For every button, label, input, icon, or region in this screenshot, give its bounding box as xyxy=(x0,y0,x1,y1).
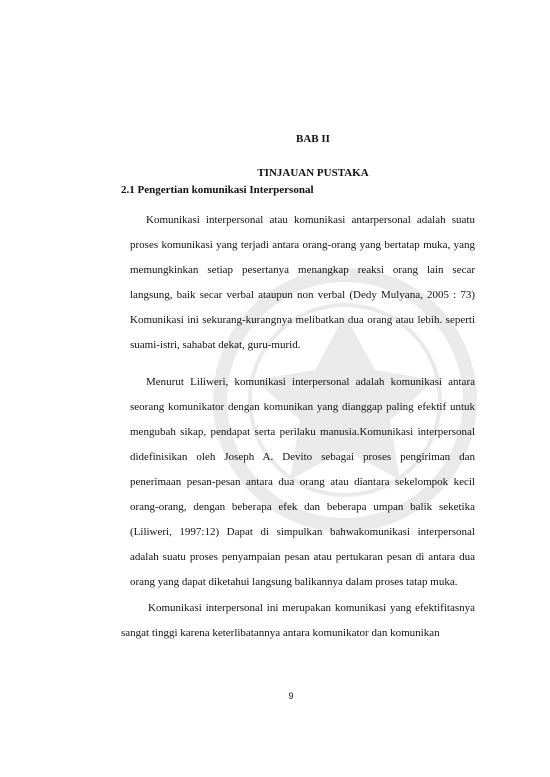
paragraph-2: Menurut Liliweri, komunikasi interpersonal adalah komunikasi antara seorang komunikator dengan komunikan yang dianggap paling efektif untuk mengubah sikap, pendapat serta perilaku manusia.Komunikasi interpersonal didefinisikan oleh Joseph A. Devito sebagai proses pengiriman dan penerimaan pesan-pesan antara dua orang atau diantara sekelompok kecil orang-orang, dengan beberapa efek dan beberapa umpan balik seketika (Liliweri, 1997:12) Dapat di simpulkan bahwakomunikasi interpersonal adalah suatu proses penyampaian pesan atau pertukaran pesan di antara dua orang yang dapat diketahui langsung balikannya dalam proses tatap muka. xyxy=(130,376,475,588)
paragraph-1: Komunikasi interpersonal atau komunikasi antarpersonal adalah suatu proses komunikasi yang terjadi antara orang-orang yang bertatap muka, yang memungkinkan setiap pesertanya menangkap reaksi orang lain secar langsung, baik secar verbal ataupun non verbal (Dedy Mulyana, 2005 : 73) Komunikasi ini sekurang-kurangnya melibatkan dua orang atau lebih. seperti suami-istri, sahabat dekat, guru-murid. xyxy=(130,214,475,351)
section-heading: 2.1 Pengertian komunikasi Interpersonal xyxy=(121,184,314,196)
paragraph-3: Komunikasi interpersonal ini merupakan komunikasi yang efektifitasnya sangat tinggi karena keterlibatannya antara komunikator dan komunikan xyxy=(121,602,475,639)
chapter-title: TINJAUAN PUSTAKA xyxy=(257,167,369,180)
chapter-label: BAB II xyxy=(296,133,330,145)
page-number: 9 xyxy=(288,691,294,701)
